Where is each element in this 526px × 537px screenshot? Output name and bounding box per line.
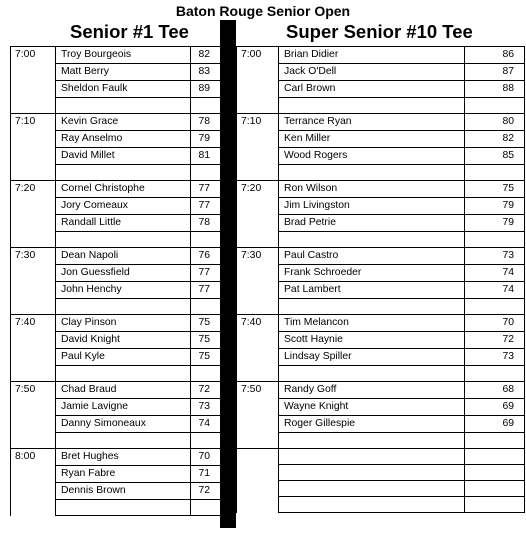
tee-time-cell bbox=[11, 466, 56, 483]
player-score: 87 bbox=[465, 64, 525, 81]
player-score: 78 bbox=[191, 114, 221, 131]
player-row bbox=[237, 81, 525, 98]
player-name: Frank Schroeder bbox=[279, 265, 465, 282]
empty-cell bbox=[191, 366, 221, 382]
player-row bbox=[11, 265, 221, 282]
player-name: Randall Little bbox=[56, 215, 191, 232]
tee-time-cell bbox=[11, 399, 56, 416]
empty-cell bbox=[465, 299, 525, 315]
empty-cell bbox=[465, 165, 525, 181]
player-name: Ron Wilson bbox=[279, 181, 465, 198]
player-row bbox=[11, 315, 221, 332]
player-name: Jim Livingston bbox=[279, 198, 465, 215]
player-score: 85 bbox=[465, 148, 525, 165]
player-score: 82 bbox=[465, 131, 525, 148]
player-name: Paul Kyle bbox=[56, 349, 191, 366]
player-score: 72 bbox=[465, 332, 525, 349]
spacer-row bbox=[11, 98, 221, 114]
empty-cell bbox=[279, 433, 465, 449]
player-score: 79 bbox=[465, 198, 525, 215]
tee-time-cell bbox=[11, 64, 56, 81]
spacer-row bbox=[237, 98, 525, 114]
empty-cell bbox=[279, 299, 465, 315]
tee-time-cell bbox=[237, 215, 279, 232]
spacer-row bbox=[11, 366, 221, 382]
player-row bbox=[11, 466, 221, 483]
tee-time-cell bbox=[237, 497, 279, 513]
player-name: Terrance Ryan bbox=[279, 114, 465, 131]
tee-time-cell bbox=[11, 349, 56, 366]
player-score: 74 bbox=[191, 416, 221, 433]
player-score: 73 bbox=[465, 349, 525, 366]
tee-time-cell bbox=[11, 265, 56, 282]
player-row bbox=[11, 483, 221, 500]
player-row bbox=[237, 198, 525, 215]
empty-cell bbox=[279, 366, 465, 382]
tee-time-cell bbox=[11, 500, 56, 516]
tee-time-cell bbox=[237, 349, 279, 366]
player-name: Tim Melancon bbox=[279, 315, 465, 332]
spacer-row bbox=[11, 232, 221, 248]
tee-time-cell bbox=[11, 165, 56, 181]
player-row bbox=[11, 399, 221, 416]
player-name: Ray Anselmo bbox=[56, 131, 191, 148]
tee-time: 7:20 bbox=[237, 181, 279, 198]
super-senior-tee-header: Super Senior #10 Tee bbox=[286, 21, 473, 42]
player-name: Sheldon Faulk bbox=[56, 81, 191, 98]
player-row bbox=[237, 416, 525, 433]
tee-time-cell bbox=[237, 481, 279, 497]
senior-tee-header: Senior #1 Tee bbox=[70, 21, 189, 42]
senior-tee-table bbox=[10, 46, 221, 516]
player-score: 77 bbox=[191, 265, 221, 282]
player-score bbox=[465, 449, 525, 465]
player-name: Wayne Knight bbox=[279, 399, 465, 416]
player-name: Jory Comeaux bbox=[56, 198, 191, 215]
player-name: Dean Napoli bbox=[56, 248, 191, 265]
player-score: 70 bbox=[191, 449, 221, 466]
player-score: 70 bbox=[465, 315, 525, 332]
player-score: 80 bbox=[465, 114, 525, 131]
player-score: 69 bbox=[465, 416, 525, 433]
player-score: 77 bbox=[191, 181, 221, 198]
empty-cell bbox=[191, 299, 221, 315]
tee-time-cell bbox=[237, 299, 279, 315]
player-row bbox=[11, 198, 221, 215]
tee-time-cell bbox=[11, 131, 56, 148]
player-row bbox=[11, 349, 221, 366]
player-name: Jon Guessfield bbox=[56, 265, 191, 282]
player-row bbox=[237, 449, 525, 465]
player-score: 79 bbox=[191, 131, 221, 148]
player-row bbox=[11, 47, 221, 64]
tee-time-cell bbox=[237, 165, 279, 181]
tee-time: 7:20 bbox=[11, 181, 56, 198]
super-senior-tee-table bbox=[236, 46, 525, 513]
tee-time: 7:50 bbox=[237, 382, 279, 399]
empty-cell bbox=[56, 299, 191, 315]
player-row bbox=[11, 64, 221, 81]
tee-time: 7:40 bbox=[237, 315, 279, 332]
player-row bbox=[237, 64, 525, 81]
player-score: 73 bbox=[465, 248, 525, 265]
empty-cell bbox=[56, 500, 191, 516]
empty-cell bbox=[56, 433, 191, 449]
player-row bbox=[11, 81, 221, 98]
player-score: 72 bbox=[191, 382, 221, 399]
spacer-row bbox=[11, 433, 221, 449]
player-name: Scott Haynie bbox=[279, 332, 465, 349]
player-score: 75 bbox=[191, 315, 221, 332]
player-score: 75 bbox=[191, 332, 221, 349]
player-name: Matt Berry bbox=[56, 64, 191, 81]
player-name: Wood Rogers bbox=[279, 148, 465, 165]
player-name: Danny Simoneaux bbox=[56, 416, 191, 433]
player-score: 75 bbox=[191, 349, 221, 366]
player-name: Lindsay Spiller bbox=[279, 349, 465, 366]
player-name bbox=[279, 465, 465, 481]
tee-time: 7:00 bbox=[11, 47, 56, 64]
tee-time-cell bbox=[11, 332, 56, 349]
empty-cell bbox=[465, 98, 525, 114]
tee-time: 7:00 bbox=[237, 47, 279, 64]
tee-time-cell bbox=[237, 98, 279, 114]
tee-time: 7:40 bbox=[11, 315, 56, 332]
player-score bbox=[465, 481, 525, 497]
player-row bbox=[237, 465, 525, 481]
player-name: Ken Miller bbox=[279, 131, 465, 148]
spacer-row bbox=[11, 165, 221, 181]
player-score: 74 bbox=[465, 282, 525, 299]
player-row bbox=[237, 282, 525, 299]
player-name: Pat Lambert bbox=[279, 282, 465, 299]
player-row bbox=[11, 181, 221, 198]
player-score: 76 bbox=[191, 248, 221, 265]
empty-cell bbox=[56, 232, 191, 248]
player-score: 78 bbox=[191, 215, 221, 232]
player-row bbox=[11, 148, 221, 165]
player-score: 71 bbox=[191, 466, 221, 483]
empty-cell bbox=[465, 232, 525, 248]
tee-time-cell bbox=[11, 366, 56, 382]
player-row bbox=[237, 181, 525, 198]
player-row bbox=[237, 215, 525, 232]
player-row bbox=[237, 265, 525, 282]
empty-cell bbox=[191, 98, 221, 114]
player-score bbox=[465, 465, 525, 481]
player-score: 74 bbox=[465, 265, 525, 282]
player-score: 69 bbox=[465, 399, 525, 416]
empty-cell bbox=[56, 366, 191, 382]
tee-time-cell bbox=[11, 198, 56, 215]
player-score: 82 bbox=[191, 47, 221, 64]
player-score: 89 bbox=[191, 81, 221, 98]
player-row bbox=[237, 114, 525, 131]
tee-time: 7:30 bbox=[11, 248, 56, 265]
tee-time-cell bbox=[237, 81, 279, 98]
player-score: 81 bbox=[191, 148, 221, 165]
player-row bbox=[11, 114, 221, 131]
player-name: David Millet bbox=[56, 148, 191, 165]
spacer-row bbox=[237, 433, 525, 449]
player-name: Jamie Lavigne bbox=[56, 399, 191, 416]
player-name: Brad Petrie bbox=[279, 215, 465, 232]
player-score: 77 bbox=[191, 198, 221, 215]
empty-cell bbox=[465, 497, 525, 513]
empty-cell bbox=[191, 165, 221, 181]
tee-time-cell bbox=[237, 131, 279, 148]
tee-time-cell bbox=[237, 64, 279, 81]
empty-cell bbox=[279, 165, 465, 181]
player-score: 83 bbox=[191, 64, 221, 81]
player-name: Bret Hughes bbox=[56, 449, 191, 466]
player-name: Paul Castro bbox=[279, 248, 465, 265]
tee-time-cell bbox=[11, 416, 56, 433]
empty-cell bbox=[191, 500, 221, 516]
player-name: Dennis Brown bbox=[56, 483, 191, 500]
player-score: 86 bbox=[465, 47, 525, 64]
player-name: Clay Pinson bbox=[56, 315, 191, 332]
tee-time-cell bbox=[237, 332, 279, 349]
player-row bbox=[237, 131, 525, 148]
spacer-row bbox=[11, 299, 221, 315]
player-name: David Knight bbox=[56, 332, 191, 349]
tee-time-cell bbox=[11, 148, 56, 165]
player-name: Roger Gillespie bbox=[279, 416, 465, 433]
tee-time-cell bbox=[237, 232, 279, 248]
tee-time-cell bbox=[11, 232, 56, 248]
column-divider bbox=[220, 20, 236, 528]
player-row bbox=[237, 315, 525, 332]
tee-time bbox=[237, 449, 279, 465]
player-row bbox=[11, 332, 221, 349]
tee-time: 7:10 bbox=[11, 114, 56, 131]
tee-time-cell bbox=[11, 98, 56, 114]
empty-cell bbox=[56, 98, 191, 114]
tee-time-cell bbox=[237, 282, 279, 299]
player-row bbox=[237, 382, 525, 399]
player-row bbox=[11, 382, 221, 399]
empty-cell bbox=[465, 433, 525, 449]
tee-time-cell bbox=[237, 366, 279, 382]
player-name bbox=[279, 481, 465, 497]
player-score: 68 bbox=[465, 382, 525, 399]
player-name: Carl Brown bbox=[279, 81, 465, 98]
player-row bbox=[237, 248, 525, 265]
player-row bbox=[11, 131, 221, 148]
empty-cell bbox=[191, 232, 221, 248]
empty-cell bbox=[191, 433, 221, 449]
player-row bbox=[11, 282, 221, 299]
empty-cell bbox=[279, 98, 465, 114]
player-name: Cornel Christophe bbox=[56, 181, 191, 198]
tee-time: 7:30 bbox=[237, 248, 279, 265]
tee-time-cell bbox=[11, 215, 56, 232]
player-row bbox=[11, 416, 221, 433]
spacer-row bbox=[237, 165, 525, 181]
empty-cell bbox=[56, 165, 191, 181]
player-row bbox=[237, 47, 525, 64]
player-score: 72 bbox=[191, 483, 221, 500]
empty-cell bbox=[279, 497, 465, 513]
player-row bbox=[237, 349, 525, 366]
player-name: Randy Goff bbox=[279, 382, 465, 399]
player-name: John Henchy bbox=[56, 282, 191, 299]
spacer-row bbox=[11, 500, 221, 516]
tee-time-cell bbox=[11, 433, 56, 449]
tee-time: 7:10 bbox=[237, 114, 279, 131]
player-row bbox=[237, 481, 525, 497]
tee-time-cell bbox=[237, 148, 279, 165]
tee-time-cell bbox=[237, 198, 279, 215]
document-title: Baton Rouge Senior Open bbox=[175, 3, 351, 19]
player-score: 75 bbox=[465, 181, 525, 198]
player-name: Kevin Grace bbox=[56, 114, 191, 131]
player-row bbox=[237, 148, 525, 165]
player-row bbox=[11, 248, 221, 265]
tee-time-cell bbox=[237, 433, 279, 449]
tee-time-cell bbox=[237, 416, 279, 433]
player-score: 73 bbox=[191, 399, 221, 416]
tee-time-cell bbox=[11, 282, 56, 299]
player-row bbox=[237, 332, 525, 349]
player-score: 79 bbox=[465, 215, 525, 232]
player-row bbox=[237, 399, 525, 416]
player-score: 88 bbox=[465, 81, 525, 98]
player-name: Jack O'Dell bbox=[279, 64, 465, 81]
player-row bbox=[11, 449, 221, 466]
tee-time-cell bbox=[11, 483, 56, 500]
empty-cell bbox=[279, 232, 465, 248]
tee-time-cell bbox=[237, 265, 279, 282]
tee-time-cell bbox=[237, 399, 279, 416]
tee-time-cell bbox=[237, 465, 279, 481]
tee-time-cell bbox=[11, 299, 56, 315]
spacer-row bbox=[237, 299, 525, 315]
player-name bbox=[279, 449, 465, 465]
player-name: Brian Didier bbox=[279, 47, 465, 64]
tee-time-cell bbox=[11, 81, 56, 98]
spacer-row bbox=[237, 232, 525, 248]
tee-time: 7:50 bbox=[11, 382, 56, 399]
spacer-row bbox=[237, 366, 525, 382]
empty-cell bbox=[465, 366, 525, 382]
spacer-row bbox=[237, 497, 525, 513]
player-name: Chad Braud bbox=[56, 382, 191, 399]
player-row bbox=[11, 215, 221, 232]
tee-time: 8:00 bbox=[11, 449, 56, 466]
player-name: Troy Bourgeois bbox=[56, 47, 191, 64]
player-score: 77 bbox=[191, 282, 221, 299]
player-name: Ryan Fabre bbox=[56, 466, 191, 483]
